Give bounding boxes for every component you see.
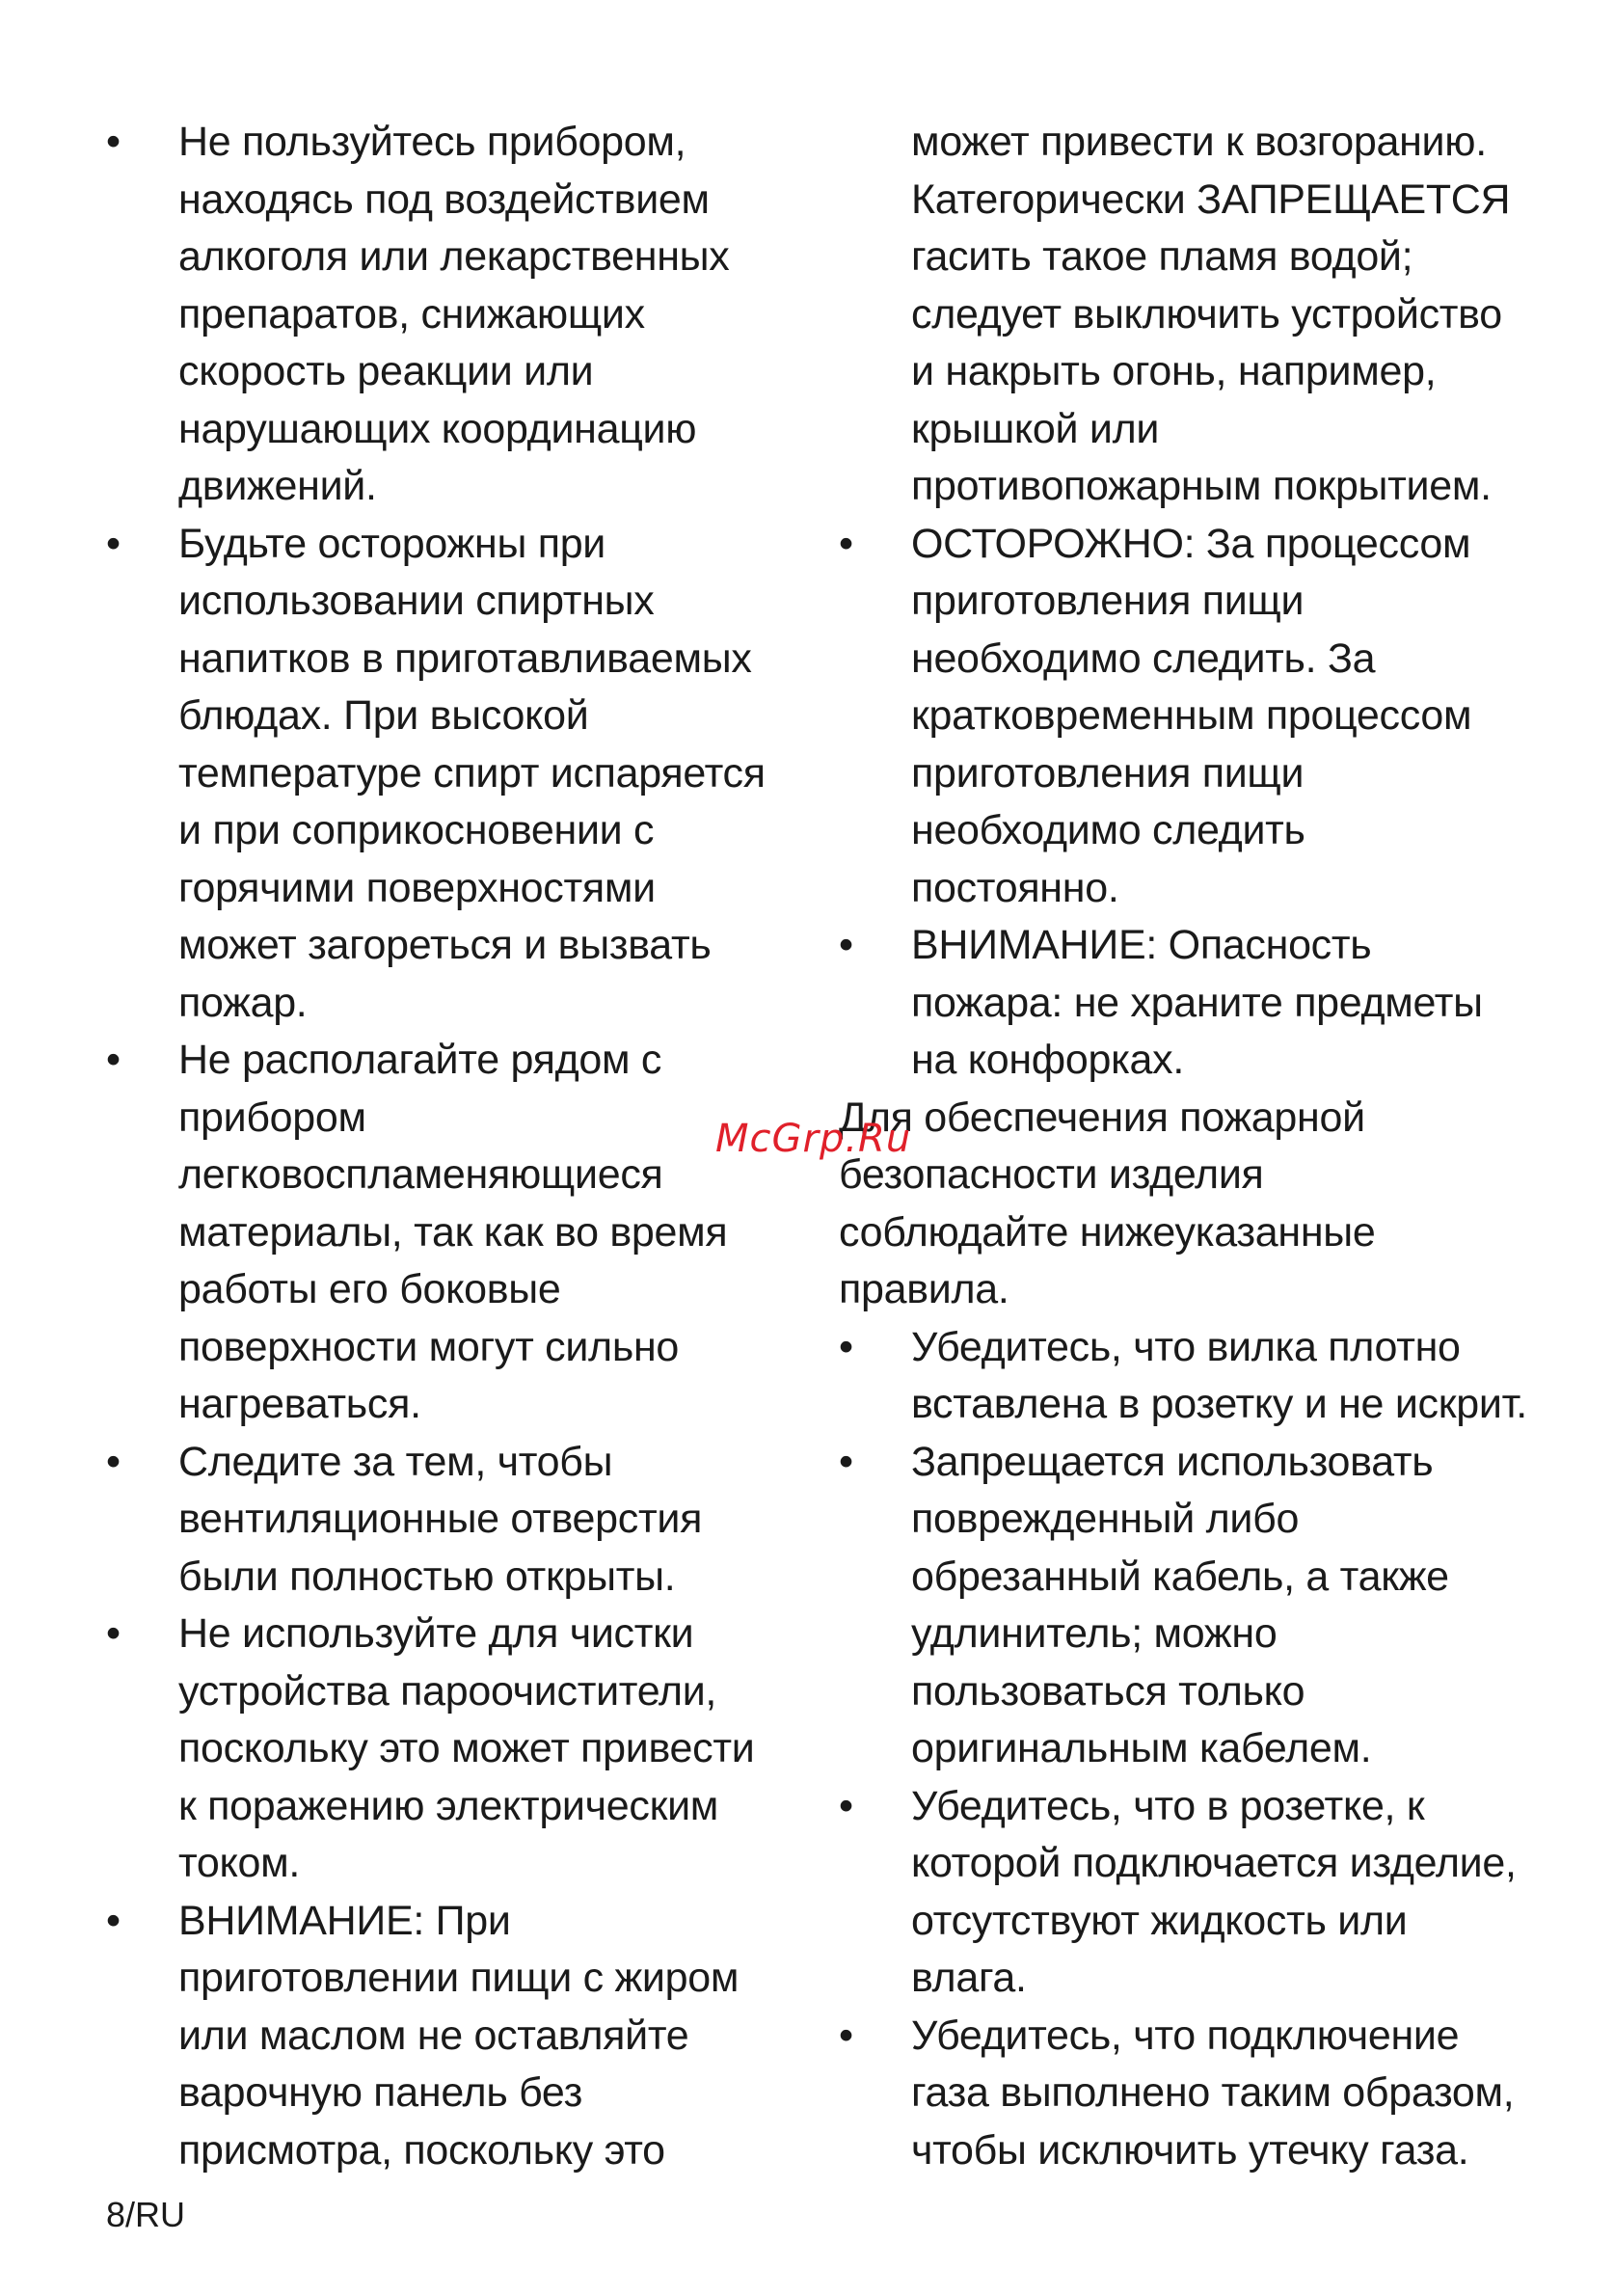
list-item <box>106 1434 800 1607</box>
list-item <box>839 516 1533 918</box>
list-item-text: Запрещается использовать поврежденный либо обрезанный кабель, а также удлинитель; можно пользоваться только оригинальным кабелем. <box>911 1438 1449 1771</box>
page-number: 8/RU <box>106 2195 186 2234</box>
list-item-text: Не пользуйтесь прибором, находясь под воздействием алкоголя или лекарственных препаратов, снижающих скорость реакции или нарушающих координацию движений. <box>178 119 730 509</box>
list-item-text: Не используйте для чистки устройства пароочистители, поскольку это может привести к поражению электрическим током. <box>178 1610 755 1886</box>
list-item <box>839 2008 1533 2180</box>
list-item-text: ВНИМАНИЕ: Опасность пожара: не храните предметы на конфорках. <box>911 922 1483 1083</box>
watermark: McGrp.Ru <box>715 1117 912 1161</box>
list-item-text: ОСТОРОЖНО: За процессом приготовления пищи необходимо следить. За кратковременным процессом приготовления пищи необходимо следить постоянно. <box>911 520 1472 911</box>
bullet: • <box>106 520 121 567</box>
bullet: • <box>839 520 853 567</box>
fire-safety-paragraph: Для обеспечения пожарной безопасности изделия соблюдайте нижеуказанные правила. <box>839 1094 1376 1312</box>
list-item-text: Не располагайте рядом с прибором легковоспламеняющиеся материалы, так как во время работы его боковые поверхности могут сильно нагреваться. <box>178 1037 728 1427</box>
right-column <box>839 114 1533 2179</box>
list-item <box>106 516 800 1033</box>
bullet: • <box>839 2012 853 2059</box>
list-item <box>839 917 1533 1090</box>
bullet: • <box>106 1897 121 1944</box>
list-item-text: ВНИМАНИЕ: При приготовлении пищи с жиром или маслом не оставляйте варочную панель без присмотра, поскольку это <box>178 1897 740 2174</box>
left-column <box>106 114 800 2179</box>
list-item-text: Убедитесь, что вилка плотно вставлена в розетку и не искрит. <box>911 1323 1527 1427</box>
list-item <box>839 1319 1533 1434</box>
list-item <box>106 1893 800 2180</box>
list-item-text: Убедитесь, что в розетке, к которой подключается изделие, отсутствуют жидкость или влага. <box>911 1782 1517 2001</box>
bullet: • <box>839 1782 853 1829</box>
list-item-text: Следите за тем, чтобы вентиляционные отверстия были полностью открыты. <box>178 1438 703 1600</box>
list-item <box>106 1606 800 1893</box>
list-item <box>106 1032 800 1434</box>
continued-text: может привести к возгоранию. Категорически ЗАПРЕЩАЕТСЯ гасить такое пламя водой; следует выключить устройство и накрыть огонь, например, крышкой или противопожарным покрытием. <box>911 119 1511 509</box>
list-item-text: Будьте осторожны при использовании спиртных напитков в приготавливаемых блюдах. При высокой температуре спирт испаряется и при соприкосновении с горячими поверхностями может загореться и вызвать пожар. <box>178 520 766 1026</box>
bullet: • <box>106 1037 121 1083</box>
bullet: • <box>106 1438 121 1485</box>
list-item-text: Убедитесь, что подключение газа выполнено таким образом, чтобы исключить утечку газа. <box>911 2012 1515 2174</box>
bullet: • <box>839 1323 853 1370</box>
bullet: • <box>106 1610 121 1657</box>
list-item <box>839 1434 1533 1778</box>
bullet: • <box>839 922 853 968</box>
bullet: • <box>839 1438 853 1485</box>
bullet: • <box>106 119 121 165</box>
list-item <box>106 114 800 516</box>
list-item <box>839 1778 1533 2008</box>
